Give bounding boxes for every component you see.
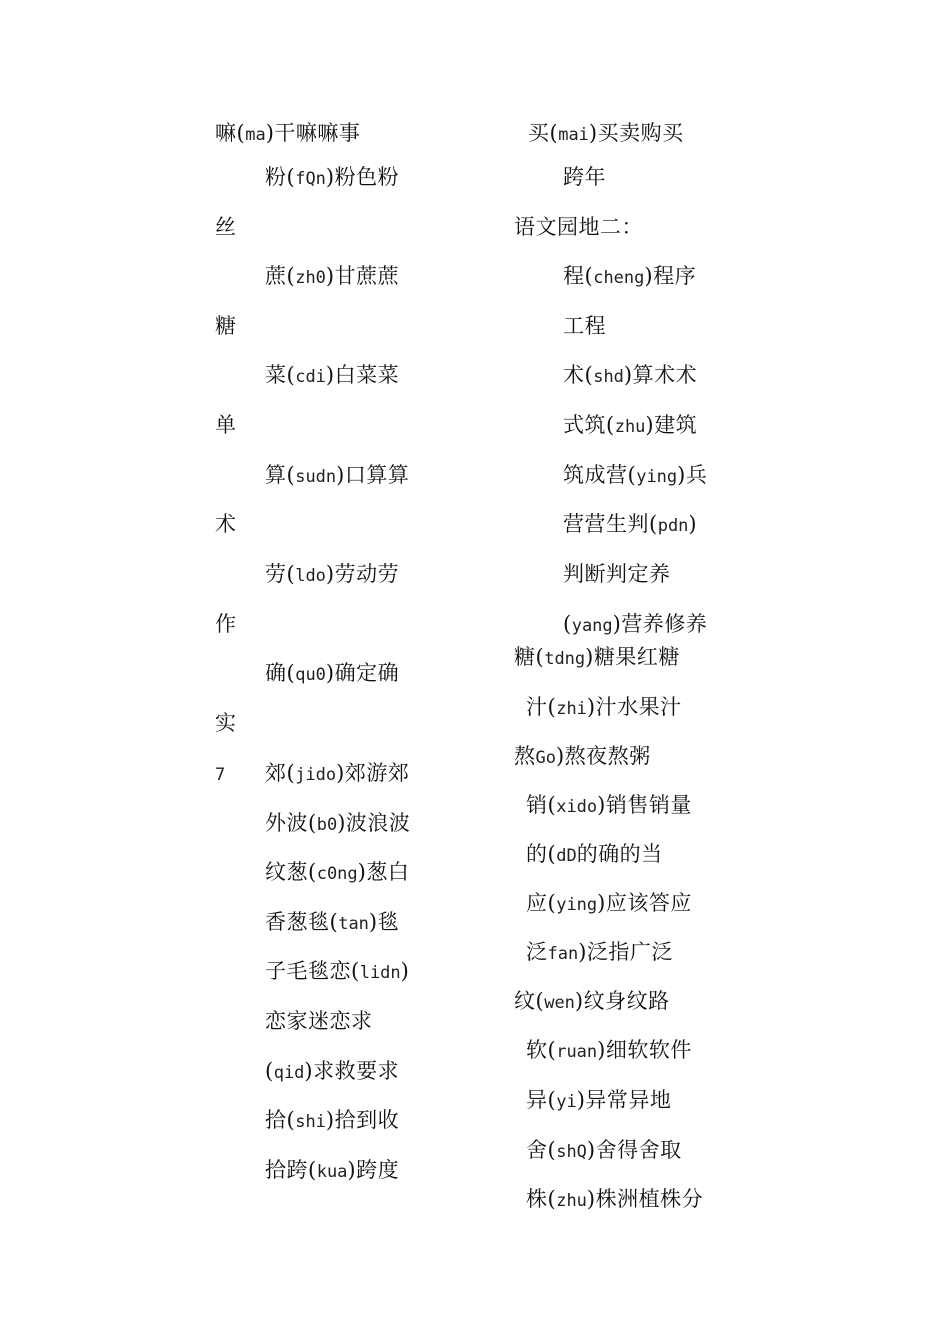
left-column-line-8: 算(sudn)口算算 bbox=[265, 463, 410, 487]
right-column-line-20: 软(ruan)细软软件 bbox=[526, 1038, 692, 1062]
right-column-line-15: 销(xido)销售销量 bbox=[526, 793, 692, 817]
left-column-line-2: 粉(fQn)粉色粉 bbox=[265, 165, 400, 189]
right-column-line-6: 术(shd)算术术 bbox=[563, 363, 698, 387]
right-column-line-9: 营营生判(pdn) bbox=[563, 512, 698, 536]
right-column-line-3: 语文园地二： bbox=[514, 215, 643, 239]
left-column-line-7: 单 bbox=[215, 413, 237, 437]
right-column-line-4: 程(cheng)程序 bbox=[563, 264, 697, 288]
right-column-line-14: 熬Go)熬夜熬粥 bbox=[514, 744, 651, 768]
right-column-line-18: 泛fan)泛指广泛 bbox=[526, 940, 673, 964]
right-column-line-10: 判断判定养 bbox=[563, 562, 671, 586]
left-column-line-16: 外波(b0)波浪波 bbox=[265, 811, 411, 835]
right-column-line-17: 应(ying)应该答应 bbox=[526, 891, 692, 915]
left-column-line-15: 郊(jido)郊游郊 bbox=[265, 761, 410, 785]
left-column-line-19: 子毛毯恋(lidn) bbox=[265, 959, 410, 983]
right-column-line-2: 跨年 bbox=[563, 165, 606, 189]
right-column-line-21: 异(yi)异常异地 bbox=[526, 1088, 672, 1112]
left-column-line-4: 蔗(zh0)甘蔗蔗 bbox=[265, 264, 400, 288]
right-column-line-13: 汁(zhi)汁水果汁 bbox=[526, 695, 682, 719]
left-column-line-13: 实 bbox=[215, 711, 237, 735]
right-column-line-11: (yang)营养修养 bbox=[563, 612, 708, 636]
right-column-line-23: 株(zhu)株洲植株分 bbox=[526, 1187, 704, 1211]
left-column-line-18: 香葱毯(tan)毯 bbox=[265, 910, 400, 934]
right-column-line-1: 买(mai)买卖购买 bbox=[528, 121, 684, 145]
left-column-line-1: 嘛(ma)干嘛嘛事 bbox=[215, 121, 361, 145]
left-column-line-3: 丝 bbox=[215, 215, 237, 239]
right-column-line-8: 筑成营(ying)兵 bbox=[563, 463, 708, 487]
left-column-line-9: 术 bbox=[215, 512, 237, 536]
left-column-line-20: 恋家迷恋求 bbox=[265, 1009, 373, 1033]
left-column-line-11: 作 bbox=[215, 612, 237, 636]
right-column-line-19: 纹(wen)纹身纹路 bbox=[514, 989, 670, 1013]
left-column-line-17: 纹葱(c0ng)葱白 bbox=[265, 860, 410, 884]
left-column-line-21: (qid)求救要求 bbox=[265, 1059, 400, 1083]
left-column-line-23: 拾跨(kua)跨度 bbox=[265, 1158, 400, 1182]
left-column-line-22: 拾(shi)拾到收 bbox=[265, 1108, 400, 1132]
right-column-line-16: 的(dD的确的当 bbox=[526, 842, 663, 866]
left-column-line-10: 劳(ldo)劳动劳 bbox=[265, 562, 400, 586]
right-column-line-7: 式筑(zhu)建筑 bbox=[563, 413, 698, 437]
left-column-line-6: 菜(cdi)白菜菜 bbox=[265, 363, 400, 387]
right-column-line-5: 工程 bbox=[563, 314, 606, 338]
left-column-line-12: 确(qu0)确定确 bbox=[265, 661, 400, 685]
right-column-line-22: 舍(shQ)舍得舍取 bbox=[526, 1138, 682, 1162]
left-column-line-14: 7 bbox=[215, 765, 226, 785]
right-column-line-12: 糖(tdng)糖果红糖 bbox=[514, 645, 680, 669]
left-column-line-5: 糖 bbox=[215, 314, 237, 338]
